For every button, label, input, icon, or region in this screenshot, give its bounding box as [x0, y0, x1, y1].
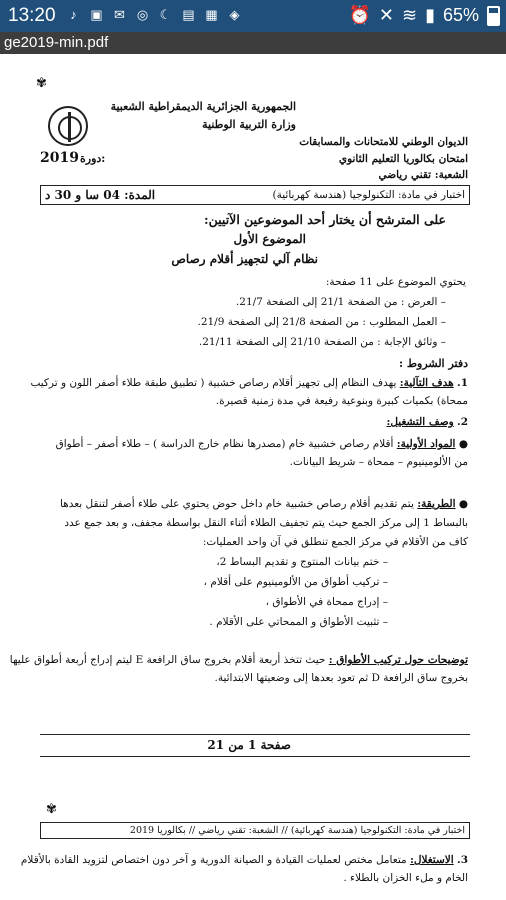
- pages-list-text: العرض : من الصفحة 21/1 إلى الصفحة 21/7.: [235, 296, 438, 308]
- method-text-cont: كاف من الأقلام في مركز الجمع تنطلق في آن واحد العمليات:: [202, 536, 468, 548]
- page2-item-text: متعامل مختص لعمليات القيادة و الصيانة الدورية و آخر دون اختصاص لتزويد القادة بالأقلام: [20, 854, 407, 866]
- bullet-icon: ●: [458, 498, 468, 510]
- pages-list-item: – وثائق الإجابة : من الصفحة 21/10 إلى الصفحة 21/11.: [198, 336, 446, 348]
- status-bar: [0, 0, 506, 32]
- raw-materials-label: المواد الأولية:: [396, 438, 456, 450]
- session-label: دورة:: [80, 152, 106, 165]
- notification-icons: [66, 7, 242, 22]
- footer-divider: [40, 756, 470, 757]
- office-title: الديوان الوطني للامتحانات والمسابقات: [299, 136, 468, 148]
- page2-header-box: [40, 822, 470, 839]
- battery-icon: [487, 6, 500, 26]
- step-item: – ختم بيانات المنتوج و تقديم البساط 2،: [216, 556, 388, 568]
- method-line: [60, 498, 468, 510]
- goal-number: 1.: [457, 377, 468, 389]
- clock: 13:20: [8, 5, 56, 26]
- gallery-icon: ▤: [182, 7, 195, 22]
- pages-list-item: – العرض : من الصفحة 21/1 إلى الصفحة 21/7.: [235, 296, 446, 308]
- topic-heading: الموضوع الأول: [233, 232, 306, 246]
- method-text: يتم تقديم أقلام رصاص خشبية خام داخل حوض يحتوي على طلاء أصفر لتنقل بعدها: [59, 498, 414, 510]
- step-text: ختم بيانات المنتوج و تقديم البساط 2،: [216, 556, 380, 568]
- operation-heading: وصف التشغيل:: [386, 416, 454, 428]
- page-number: صفحة 1 من 21: [207, 738, 291, 752]
- file-title-bar[interactable]: [0, 32, 506, 54]
- calculator-icon: ▦: [205, 7, 218, 22]
- wifi-icon: ≋: [401, 5, 418, 25]
- pages-list-text: العمل المطلوب : من الصفحة 21/8 إلى الصفحة 21/9.: [197, 316, 438, 328]
- battery-percent: 65%: [442, 5, 479, 25]
- operation-heading-line: [386, 416, 468, 428]
- pages-intro: يحتوي الموضوع على 11 صفحة:: [325, 276, 466, 288]
- alarm-icon: ⏰: [348, 5, 371, 25]
- goal-text-cont: ممحاة) بكميات كبيرة وبنوعية رفيعة في مدة زمنية قصيرة.: [215, 395, 468, 407]
- image-icon: ▣: [90, 7, 103, 22]
- page2-item-number: 3.: [457, 854, 468, 866]
- notes-line: [10, 654, 468, 666]
- step-item: – إدراج ممحاة في الأطواق ،: [265, 596, 388, 608]
- step-text: إدراج ممحاة في الأطواق ،: [265, 596, 380, 608]
- system-icons: [348, 5, 500, 26]
- notes-text-cont: بخروج ساق الرافعة D ثم تعود بعدها إلى وضعيتها الابتدائية.: [214, 672, 468, 684]
- raw-materials-line: [56, 438, 468, 450]
- method-label: الطريقة:: [417, 498, 456, 510]
- instagram-icon: ◎: [136, 7, 149, 22]
- signal-icon: ▮: [425, 5, 435, 25]
- pages-list-item: – العمل المطلوب : من الصفحة 21/8 إلى الصفحة 21/9.: [197, 316, 446, 328]
- goal-label: هدف التآلية:: [399, 377, 454, 389]
- goal-line: [30, 377, 468, 389]
- page2-item-text-cont: الخام و ملء الخزان بالطلاء .: [343, 872, 468, 884]
- mute-icon: ✕: [378, 5, 394, 25]
- notes-text: حيث تتخذ أربعة أقلام بخروج ساق الرافعة E ليتم إدراج أربعة أطواق عليها: [9, 654, 326, 666]
- topic-title: نظام آلي لتجهيز أقلام رصاص: [171, 252, 318, 266]
- goal-text: يهدف النظام إلى تجهيز أقلام رصاص خشبية ( تطبيق طبقة طلاء أصفر اللون و تركيب: [30, 377, 397, 389]
- branch-label: الشعبة: تقني رياضي: [378, 169, 468, 181]
- moon-icon: ☾: [159, 7, 172, 22]
- pages-list-text: وثائق الإجابة : من الصفحة 21/10 إلى الصفحة 21/11.: [198, 336, 438, 348]
- republic-title: الجمهورية الجزائرية الديمقراطية الشعبية: [110, 100, 296, 113]
- notes-label: توضيحات حول تركيب الأطواق :: [328, 654, 468, 666]
- page2-item-line: [21, 854, 468, 866]
- duration-time: 04 سا و 30 د: [45, 188, 120, 202]
- star-emblem-icon: ✾: [36, 76, 47, 91]
- email-icon: ✉: [114, 7, 125, 22]
- raw-materials-text-cont: من الألومينيوم – ممحاة – شريط البيانات.: [289, 456, 468, 468]
- step-text: تركيب أطواق من الألومينيوم على أقلام ،: [203, 576, 380, 588]
- step-item: – تركيب أطواق من الألومينيوم على أقلام ،: [203, 576, 388, 588]
- subject-label: اختبار في مادة: التكنولوجيا (هندسة كهربائية): [272, 189, 465, 201]
- bullet-icon: ●: [458, 438, 468, 450]
- file-name: ge2019-min.pdf: [4, 34, 109, 51]
- operation-number: 2.: [457, 416, 468, 428]
- step-text: تثبيت الأطواق و الممحاتي على الأقلام .: [209, 616, 380, 628]
- exam-title: امتحان بكالوريا التعليم الثانوي: [338, 153, 468, 165]
- music-icon: ♪: [70, 7, 77, 22]
- messenger-icon: ◈: [229, 7, 240, 22]
- seal-logo-icon: [48, 106, 88, 146]
- page2-item-label: الاستغلال:: [409, 854, 454, 866]
- duration-label: المدة:: [124, 188, 156, 202]
- choice-instruction: على المترشح أن يختار أحد الموضوعين الآتيين:: [204, 212, 446, 227]
- specs-heading: دفتر الشروط :: [398, 357, 468, 370]
- page2-header: اختبار في مادة: التكنولوجيا (هندسة كهربائية) // الشعبة: تقني رياضي // بكالوريا 2019: [129, 825, 465, 836]
- method-text-cont: بالبساط 1 إلى مركز الجمع حيث يتم تجفيف الطلاء أثناء النقل بواسطة مجفف، و بعد جمع عدد: [64, 517, 468, 529]
- subject-box: [40, 185, 470, 205]
- session-year: 2019: [40, 150, 79, 166]
- duration-value: [45, 188, 155, 202]
- step-item: – تثبيت الأطواق و الممحاتي على الأقلام .: [209, 616, 388, 628]
- ministry-title: وزارة التربية الوطنية: [202, 118, 296, 131]
- footer-divider: [40, 734, 470, 735]
- raw-materials-text: أقلام رصاص خشبية خام (مصدرها نظام خارج الدراسة ) – طلاء أصفر – أطواق: [55, 438, 394, 450]
- pdf-page[interactable]: [0, 54, 506, 900]
- star-emblem-icon: ✾: [46, 802, 57, 817]
